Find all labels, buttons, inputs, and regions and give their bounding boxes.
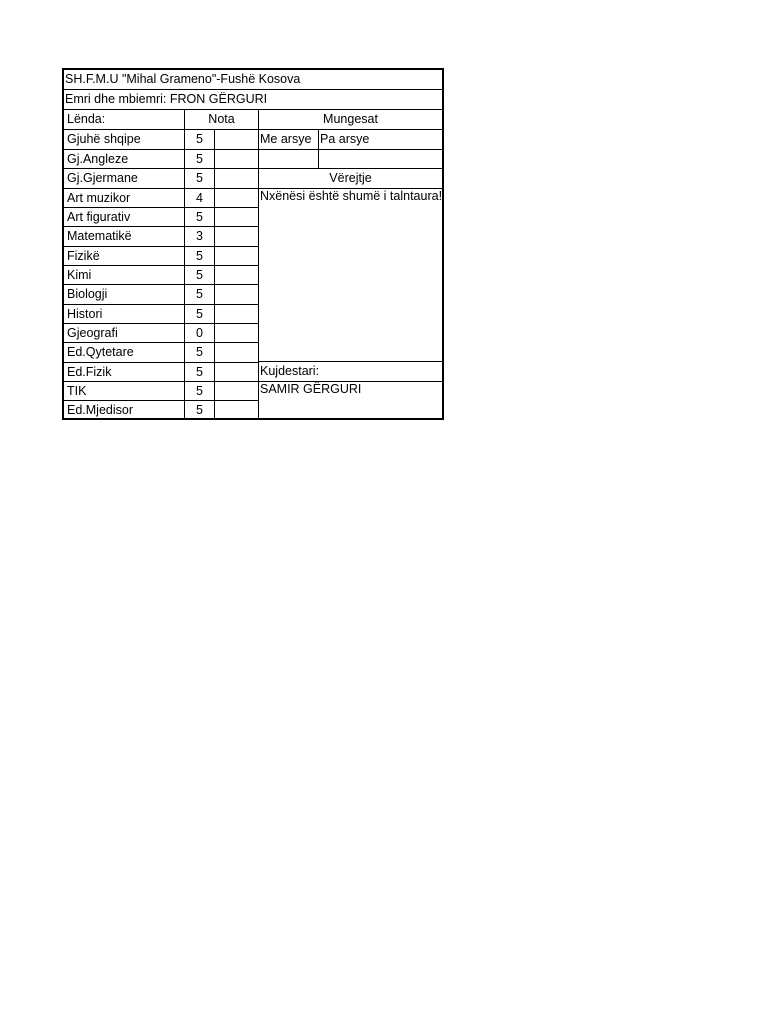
subject-name: Gjuhë shqipe [67,132,141,147]
subject-name: Ed.Qytetare [67,345,134,360]
grade-report-sheet [62,68,444,420]
subject-grade: 5 [196,345,203,360]
subject-name: Histori [67,307,103,322]
school-name: SH.F.M.U "Mihal Grameno"-Fushë Kosova [65,72,301,87]
divider [214,129,215,418]
grade-header: Nota [208,112,235,127]
subject-grade: 5 [196,268,203,283]
unjustified-absences-header: Pa arsye [320,132,370,147]
divider [64,168,259,169]
subject-grade: 5 [196,249,203,264]
subject-grade: 5 [196,307,203,322]
divider [64,226,259,227]
absences-header: Mungesat [323,112,378,127]
divider [64,400,259,401]
subject-grade: 5 [196,403,203,418]
divider [64,362,259,363]
subject-grade: 5 [196,365,203,380]
divider [64,381,259,382]
guardian-label: Kujdestari: [260,364,320,379]
divider [64,149,259,150]
subject-name: Gj.Gjermane [67,171,138,186]
divider [258,381,442,382]
subject-grade: 5 [196,384,203,399]
subject-grade: 5 [196,132,203,147]
subject-name: Fizikë [67,249,100,264]
justified-absences-header: Me arsye [260,132,312,147]
subject-name: Gjeografi [67,326,118,341]
divider [184,110,185,418]
subject-name: Biologji [67,287,108,302]
subject-name: Ed.Fizik [67,365,112,380]
divider [258,149,442,150]
subject-name: Kimi [67,268,92,283]
subject-grade: 5 [196,210,203,225]
subject-name: Gj.Angleze [67,152,129,167]
divider [258,168,442,169]
divider [258,129,442,130]
subject-name: Art muzikor [67,191,131,206]
guardian-name: SAMIR GËRGURI [260,382,362,396]
remarks-text: Nxënësi është shumë i talntaura! [260,189,443,203]
remarks-header: Vërejtje [329,171,372,186]
student-name: Emri dhe mbiemri: FRON GËRGURI [65,92,268,107]
divider [64,265,259,266]
subject-grade: 5 [196,152,203,167]
divider [318,129,319,168]
divider [258,110,259,418]
subject-name: Matematikë [67,229,132,244]
divider [64,342,259,343]
subject-name: Ed.Mjedisor [67,403,133,418]
subject-grade: 4 [196,191,203,206]
divider [64,188,259,189]
divider [64,246,259,247]
divider [64,129,259,130]
divider [64,304,259,305]
subject-name: Art figurativ [67,210,131,225]
subject-grade: 5 [196,171,203,186]
subject-header: Lënda: [67,112,106,127]
divider [64,207,259,208]
divider [64,323,259,324]
subject-grade: 5 [196,287,203,302]
divider [258,188,442,189]
subject-grade: 0 [196,326,203,341]
divider [64,284,259,285]
subject-name: TIK [67,384,87,399]
subject-grade: 3 [196,229,203,244]
divider [258,361,442,362]
